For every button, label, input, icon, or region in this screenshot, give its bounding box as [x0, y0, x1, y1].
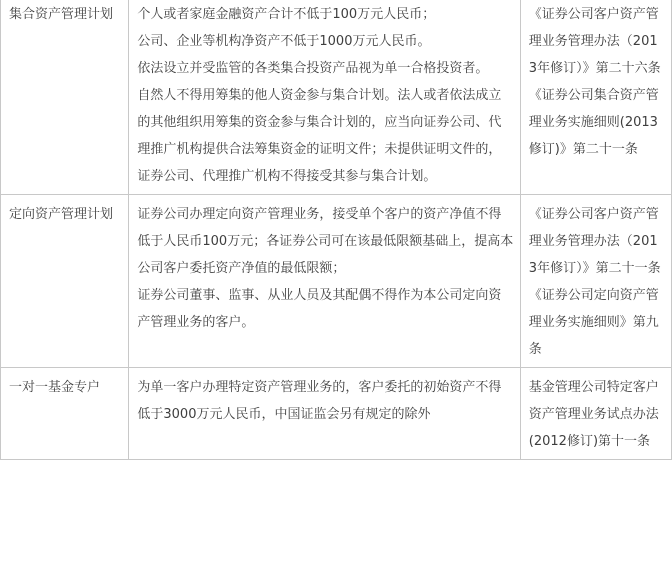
- requirement-text: 证券公司办理定向资产管理业务，接受单个客户的资产净值不得低于人民币100万元；各证券公司可在该最低限额基础上，提高本公司客户委托资产净值的最低限额；: [137, 207, 514, 276]
- source-reference: 《证券公司客户资产管理业务管理办法（2013年修订）》第二十六条: [528, 7, 661, 76]
- source-reference: 《证券公司客户资产管理业务管理办法（2013年修订）》第二十一条: [528, 207, 661, 276]
- table-row: [1, 195, 672, 368]
- requirements-cell: [129, 195, 520, 368]
- source-reference: 《证券公司定向资产管理业务实施细则》第九条: [528, 288, 659, 357]
- requirements-cell: [129, 368, 520, 460]
- requirement-text: 依法设立并受监管的各类集合投资产品视为单一合格投资者。: [137, 61, 489, 76]
- requirement-text: 证券公司董事、监事、从业人员及其配偶不得作为本公司定向资产管理业务的客户。: [137, 288, 502, 330]
- table-row: [1, 0, 672, 195]
- requirement-text: 个人或者家庭金融资产合计不低于100万元人民币；: [137, 7, 436, 22]
- source-cell: [520, 195, 671, 368]
- requirements-cell: [129, 0, 520, 195]
- requirement-text: 自然人不得用筹集的他人资金参与集合计划。法人或者依法成立的其他组织用筹集的资金参与集合计划的，应当向证券公司、代理推广机构提供合法筹集资金的证明文件；未提供证明文件的，证券公司、代理推广机构不得接受其参与集合计划。: [137, 88, 502, 184]
- source-reference: 基金管理公司特定客户资产管理业务试点办法(2012修订)第十一条: [528, 380, 659, 449]
- source-cell: [520, 0, 671, 195]
- table-row: [1, 368, 672, 460]
- requirement-text: 为单一客户办理特定资产管理业务的，客户委托的初始资产不得低于3000万元人民币，中国证监会另有规定的除外: [137, 380, 502, 422]
- source-cell: [520, 368, 671, 460]
- product-type-cell: [1, 0, 129, 195]
- product-type-cell: [1, 195, 129, 368]
- product-type-label: 定向资产管理计划: [9, 207, 114, 222]
- requirement-text: 公司、企业等机构净资产不低于1000万元人民币。: [137, 34, 431, 49]
- product-type-label: 一对一基金专户: [9, 380, 101, 395]
- product-type-label: 集合资产管理计划: [9, 7, 114, 22]
- source-reference: 《证券公司集合资产管理业务实施细则(2013修订)》第二十一条: [528, 88, 659, 157]
- product-type-cell: [1, 368, 129, 460]
